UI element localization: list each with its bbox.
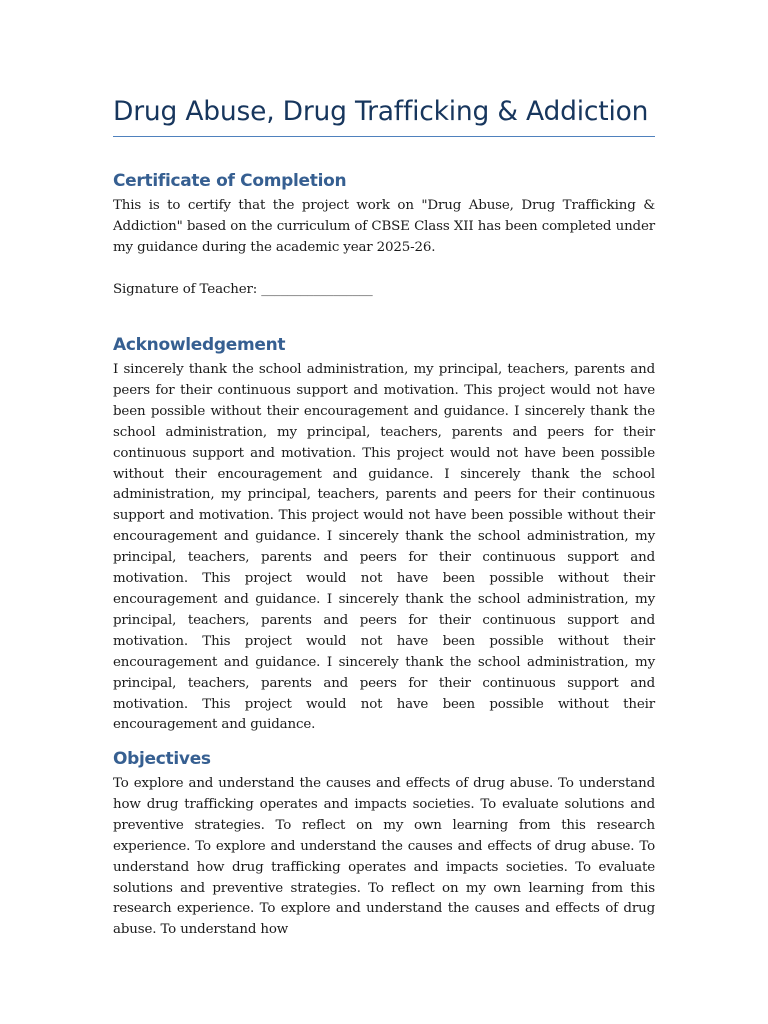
certificate-heading: Certificate of Completion	[113, 171, 347, 191]
paragraph-gap	[113, 259, 655, 280]
acknowledgement-section	[113, 334, 655, 736]
objectives-body: To explore and understand the causes and effects of drug abuse. To understand how drug trafficking operates and impacts societies. To evaluate solutions and preventive strategies. To reflect on my own learning from this research experience. To explore and understand the causes and effects of drug abuse. To understand how drug trafficking operates and impacts societies. To evaluate solutions and preventive strategies. To reflect on my own learning from this research experience. To explore and understand the causes and effects of drug abuse. To understand how	[113, 776, 655, 938]
document-title: Drug Abuse, Drug Trafficking & Addiction	[113, 96, 649, 127]
certificate-body: This is to certify that the project work on "Drug Abuse, Drug Trafficking & Addiction" based on the curriculum of CBSE Class XII has been completed under my guidance during the academic year 2025-26.	[113, 198, 655, 255]
objectives-heading: Objectives	[113, 749, 211, 769]
objectives-section	[113, 748, 655, 941]
acknowledgement-body: I sincerely thank the school administration, my principal, teachers, parents and peers for their continuous support and motivation. This project would not have been possible without their encouragement and guidance. I sincerely thank the school administration, my principal, teachers, parents and peers for their continuous support and motivation. This project would not have been possible without their encouragement and guidance. I sincerely thank the school administration, my principal, teachers, parents and peers for their continuous support and motivation. This project would not have been possible without their encouragement and guidance. I sincerely thank the school administration, my principal, teachers, parents and peers for their continuous support and motivation. This project would not have been possible without their encouragement and guidance. I sincerely thank the school administration, my principal, teachers, parents and peers for their continuous support and motivation. This project would not have been possible without their encouragement and guidance. I sincerely thank the school administration, my principal, teachers, parents and peers for their continuous support and motivation. This project would not have been possible without their encouragement and guidance.	[113, 362, 655, 733]
certificate-section	[113, 170, 655, 301]
title-underline	[113, 136, 655, 137]
teacher-signature-line: Signature of Teacher: _________________	[113, 281, 373, 297]
acknowledgement-heading: Acknowledgement	[113, 335, 286, 355]
